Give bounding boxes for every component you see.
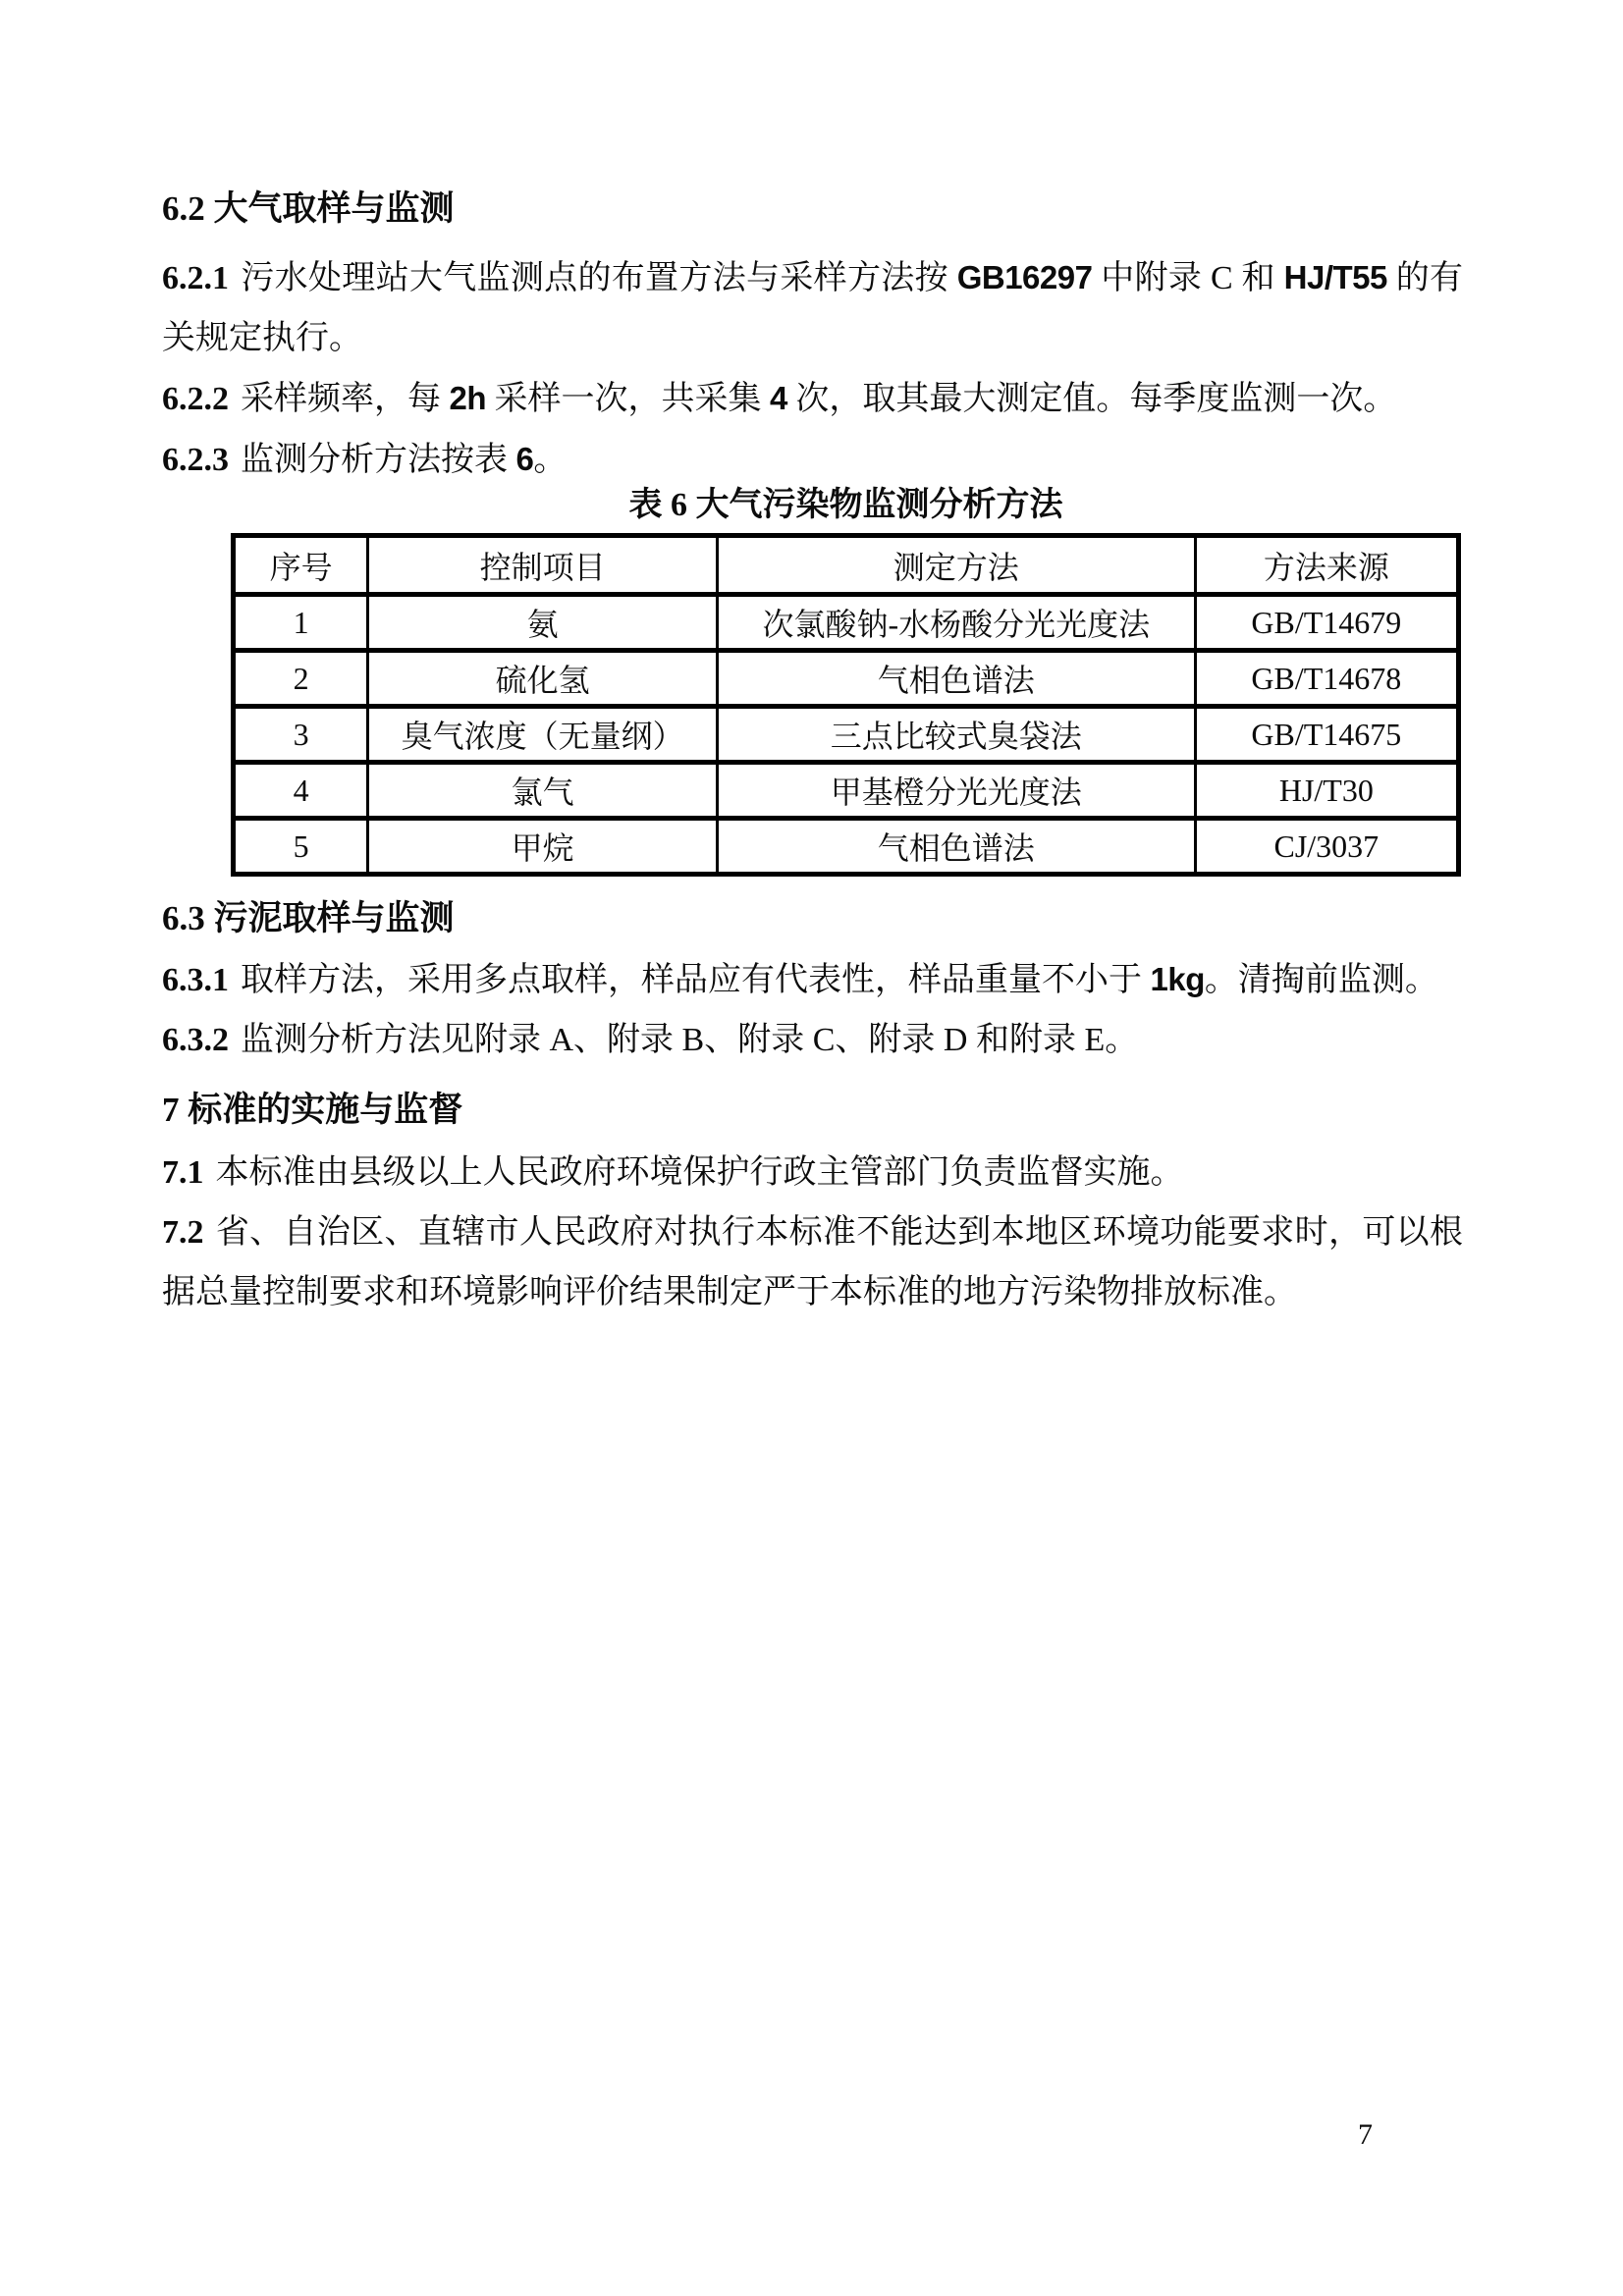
- table-cell: 1: [234, 595, 368, 651]
- paragraph-number: 6.3.2: [162, 1022, 229, 1058]
- table-cell: 三点比较式臭袋法: [717, 707, 1195, 763]
- latin-run: HJ/T55: [1283, 259, 1387, 295]
- table-cell: 氨: [368, 595, 718, 651]
- table-cell: 3: [234, 707, 368, 763]
- latin-run: 2h: [449, 380, 487, 416]
- paragraph-text: 监测分析方法见附录 A、附录 B、附录 C、附录 D 和附录 E。: [241, 1022, 1139, 1058]
- table-cell: HJ/T30: [1195, 763, 1458, 819]
- paragraph-text: 污水处理站大气监测点的布置方法与采样方法按 GB16297 中附录 C 和 HJ/T55 的有关规定执行。: [162, 259, 1464, 356]
- paragraph-text: 本标准由县级以上人民政府环境保护行政主管部门负责监督实施。: [215, 1154, 1184, 1191]
- paragraph-number: 7.2: [162, 1214, 204, 1251]
- table-row: [234, 651, 1459, 707]
- table-header-cell: 方法来源: [1195, 536, 1458, 595]
- latin-run: GB16297: [956, 259, 1093, 295]
- section-heading-6-2: 6.2 大气取样与监测: [162, 189, 455, 228]
- paragraph-number: 6.2.1: [162, 260, 229, 296]
- table-header-cell: 控制项目: [368, 536, 718, 595]
- table-caption: 表 6 大气污染物监测分析方法: [628, 487, 1063, 523]
- paragraph-number: 6.2.2: [162, 381, 229, 417]
- paragraph-7-2: [162, 1202, 1463, 1322]
- table-6: [231, 533, 1461, 877]
- paragraph-text: 取样方法，采用多点取样，样品应有代表性，样品重量不小于 1kg。清掏前监测。: [241, 961, 1438, 998]
- table-cell: GB/T14678: [1195, 651, 1458, 707]
- section-heading-7: 7 标准的实施与监督: [162, 1091, 463, 1129]
- table-cell: 5: [234, 819, 368, 875]
- table-cell: 氯气: [368, 763, 718, 819]
- table-row: [234, 707, 1459, 763]
- table-cell: 甲烷: [368, 819, 718, 875]
- latin-run: 6: [515, 441, 534, 477]
- paragraph-6-2-2: [162, 368, 1463, 429]
- table-cell: GB/T14679: [1195, 595, 1458, 651]
- paragraph-6-2-3: [162, 429, 1463, 490]
- latin-run: 1kg: [1150, 961, 1205, 997]
- paragraph-6-3-1: [162, 949, 1463, 1010]
- table-cell: 臭气浓度（无量纲）: [368, 707, 718, 763]
- table-header-cell: 序号: [234, 536, 368, 595]
- table-cell: 2: [234, 651, 368, 707]
- table-cell: 气相色谱法: [717, 819, 1195, 875]
- table-body: [234, 595, 1459, 875]
- table-cell: CJ/3037: [1195, 819, 1458, 875]
- table-cell: 甲基橙分光光度法: [717, 763, 1195, 819]
- table-cell: GB/T14675: [1195, 707, 1458, 763]
- paragraph-7-1: [162, 1143, 1463, 1202]
- table-cell: 气相色谱法: [717, 651, 1195, 707]
- paragraph-text: 监测分析方法按表 6。: [241, 441, 568, 478]
- paragraph-6-2-1: [162, 247, 1463, 368]
- section-heading-6-3: 6.3 污泥取样与监测: [162, 899, 455, 937]
- latin-run: 4: [770, 380, 787, 416]
- table-row: [234, 763, 1459, 819]
- paragraph-text: 省、自治区、直辖市人民政府对执行本标准不能达到本地区环境功能要求时，可以根据总量控制要求和环境影响评价结果制定严于本标准的地方污染物排放标准。: [162, 1214, 1463, 1310]
- page-content: [162, 0, 1463, 1322]
- table-header-row: [234, 536, 1459, 595]
- table-cell: 硫化氢: [368, 651, 718, 707]
- paragraph-number: 6.3.1: [162, 962, 229, 998]
- table-header-cell: 测定方法: [717, 536, 1195, 595]
- paragraph-text: 采样频率，每 2h 采样一次，共采集 4 次，取其最大测定值。每季度监测一次。: [241, 380, 1397, 417]
- table-row: [234, 595, 1459, 651]
- paragraph-number: 7.1: [162, 1154, 204, 1191]
- paragraph-6-3-2: [162, 1010, 1463, 1070]
- page-number: 7: [1358, 2118, 1373, 2151]
- table-cell: 次氯酸钠-水杨酸分光光度法: [717, 595, 1195, 651]
- table-row: [234, 819, 1459, 875]
- table-cell: 4: [234, 763, 368, 819]
- paragraph-number: 6.2.3: [162, 442, 229, 478]
